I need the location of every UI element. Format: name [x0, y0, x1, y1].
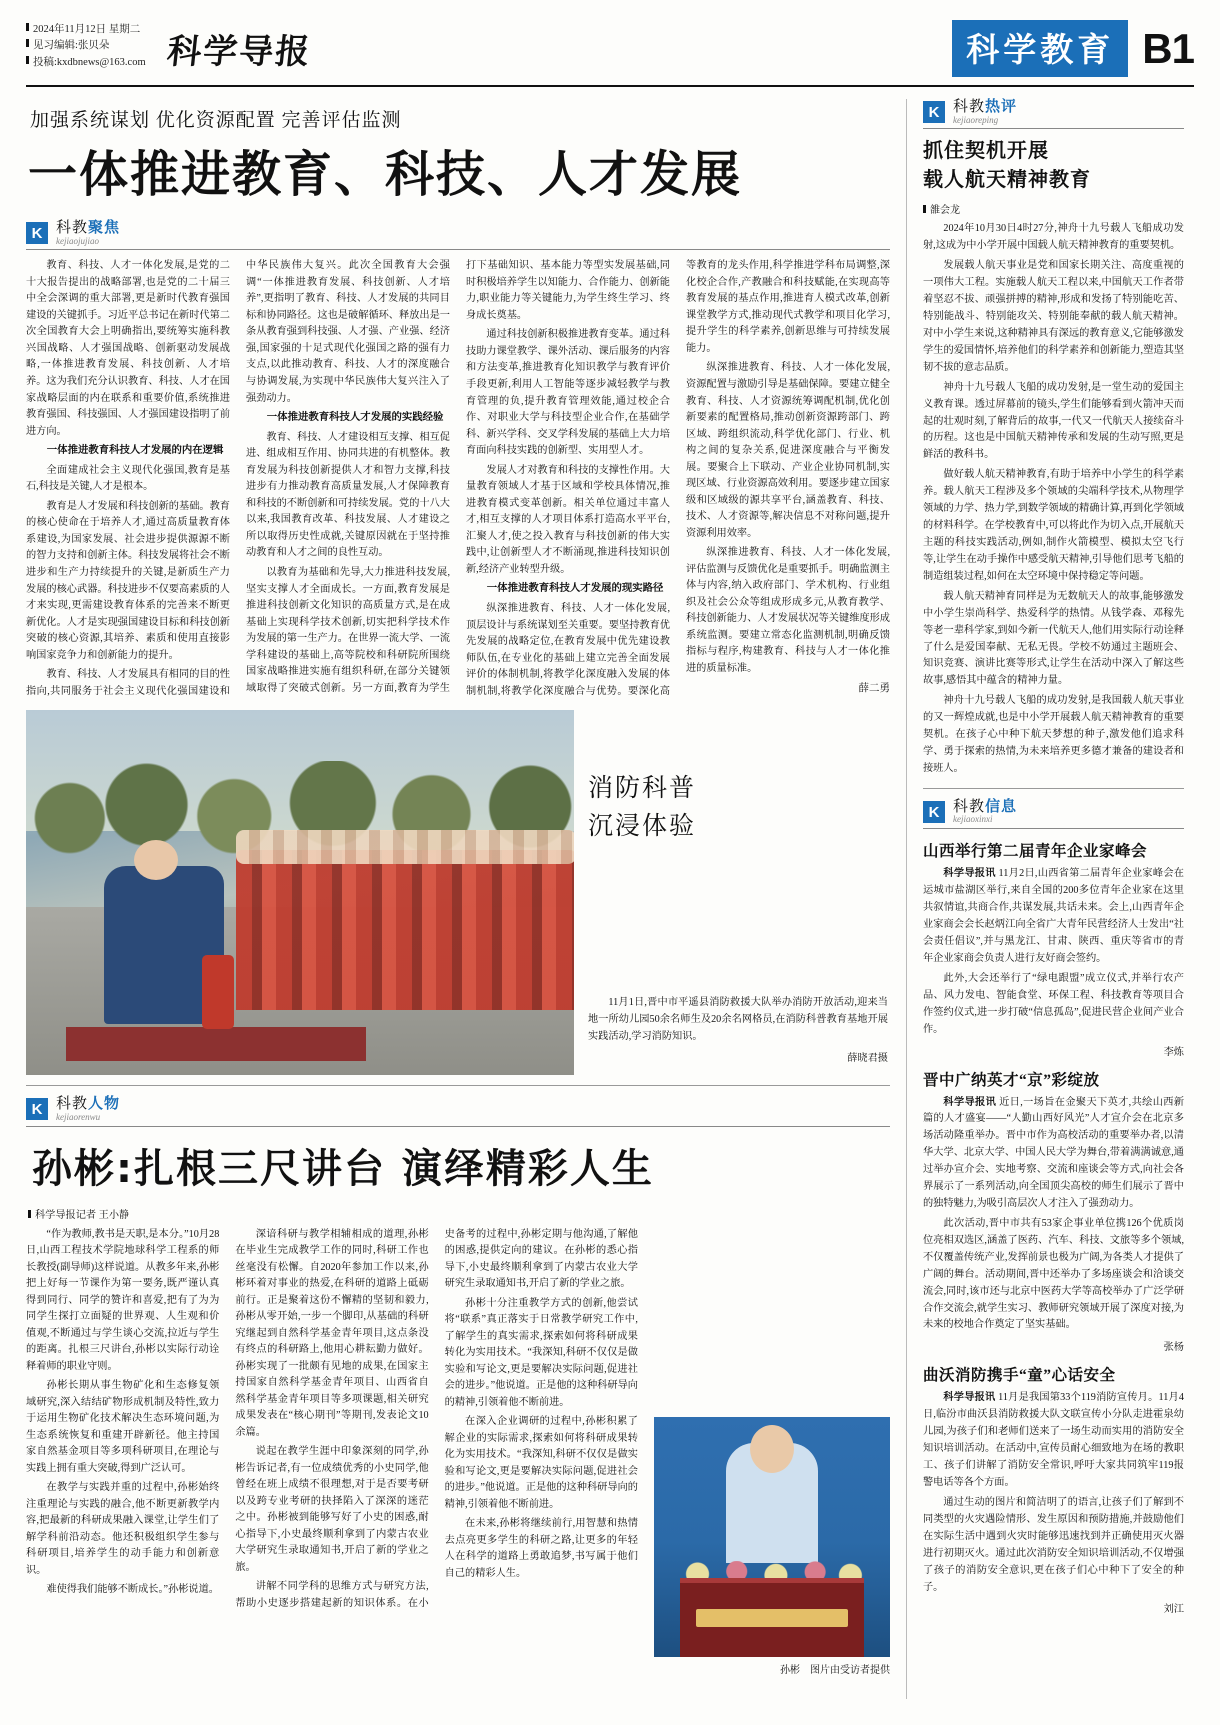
bullet-bar [26, 39, 29, 47]
issue-date: 2024年11月12日 星期二 [33, 24, 141, 35]
k-logo-icon: K [923, 101, 945, 123]
news-body: 此外,大会还举行了“绿电跟盟”成立仪式,并举行农产品、风力发电、智能食堂、环保工程、科技教育等项目合作签约仪式,进一步打破“信息孤岛”,促进民营企业间产业合作。 [923, 972, 1184, 1035]
news-body: 科学导报讯 11月2日,山西省第二届青年企业家峰会在运城市盐湖区举行,来自全国的200多位青年企业家在这里共叙情谊,共商合作,共谋发展,共话未来。会上,山西青年企业家商会会长赵炳江向全省广大青年民营经济人士发出“社会责任倡议”,并与黑龙江、甘肃、陕西、重庆等省市的青年企业家商会负责人进行友好商会签约。 [923, 868, 1184, 964]
column-label-pinyin: kejiaoreping [953, 114, 999, 125]
news-body: 科学导报讯 11月是我国第33个119消防宣传月。11月4日,临汾市曲沃县消防救援大队文联宣传小分队走进霍泉幼儿园,为孩子们和老师们送来了一场生动而实用的消防安全知识培训活动。在活动中,宣传员耐心细致地为在场的教职工、孩子们讲解了消防安全常识,呼吁大家共同筑牢119报警电话等各个方面。 [923, 1392, 1184, 1489]
photo-children-group [236, 850, 574, 1010]
feature-photo-note: 图片由受访者提供 [810, 1664, 890, 1676]
news-headline: 曲沃消防携手“童”心话安全 [923, 1367, 1116, 1385]
photo-credit: 薛晓君摄 [847, 1052, 888, 1064]
commentary-byline: 雒会龙 [923, 201, 1184, 216]
paragraph: 难使得我们能够不断成长。”孙彬说道。 [46, 1584, 219, 1596]
paragraph: 孙彬十分注重教学方式的创新,他尝试将“联系”真正落实于日常教学研究工作中,了解学生的真实需求,探索如何将科研成果转化为实用技术。“我深知,科研不仅仅是做实验和写论文,更是要解决实际问题,促进社会的进步。”他说道。正是他的这种科研导向的精神,引领着他不断前进。 [444, 1297, 638, 1408]
feature-body-grid [26, 1227, 890, 1676]
column-label-text: 科教热评 [953, 99, 1018, 115]
feature-portrait-photo [654, 1417, 890, 1657]
paragraph: 神舟十九号载人飞船的成功发射,是我国载人航天事业的又一辉煌成就,也是中小学开展载人航天精神教育的重要契机。在孩子心中种下航天梦想的种子,激发他们追求科学、勇于探索的热情,为未来培养更多德才兼备的建设者和接班人。 [923, 695, 1184, 774]
commentary-headline [923, 137, 1184, 195]
paragraph: 深谙科研与教学相辅相成的道理,孙彬在毕业生完成教学工作的同时,科研工作也丝毫没有松懈。自2020年参加工作以来,孙彬环着对事业的热爱,在科研的道路上砥砺前行。正是聚着这份不懈精的坚韧和毅力,孙彬从零开始,一步一个脚印,从基础的科研究继起到自然科学基金青年项目,这点条没有终点的科研路上,他用心耕耘勤力做好。孙彬实现了一批颇有见地的成果,在国家主持国家自然科学基金青年项目、山西省自然科学基金青年项目等多项课题,相关研究成果发表在“核心期刊”等期刊,发表论文10余篇。 [235, 1228, 429, 1438]
paper-name: 科学导报 [164, 34, 313, 71]
page-body [26, 99, 1194, 1699]
bullet-bar [923, 205, 926, 213]
lead-article-body [26, 258, 890, 700]
photo-title-line1: 消防科普 [588, 775, 697, 803]
news-signature: 刘江 [1163, 1604, 1184, 1616]
news-item [923, 1068, 1184, 1354]
lead-headline: 一体推进教育、科技、人才发展 [28, 146, 743, 203]
paragraph: 载人航天精神育同样是为无数航天人的故事,能够激发中小学生崇尚科学、热爱科学的热情。从钱学森、邓稼先等老一辈科学家,到如今新一代航天人,他们用实际行动诠释了什么是爱国奉献、无私无畏。学校不妨通过主题班会、知识竞赛、演讲比赛等形式,让学生在活动中深入了解这些故事,感悟其中蕴含的精神力量。 [923, 590, 1184, 687]
photo-speaker-head [750, 1425, 794, 1473]
commentary-headline-line2: 载人航天精神教育 [923, 169, 1091, 192]
paragraph: 以教育为基础和先导,大力推进科技发展,坚实支撑人才全面成长。一方面,教育发展是推进科技创新文化知识的高质量方式,是在成基础上实现科学技术创新,切实把科学技术作为发展的第一生产力。在世界一流大学、一流学科建设的基础上,高等院校和科研院所围绕国家战略推进实施有组织科研,在部分关键领域取得了突破式创新。另一方面,教育为学生打下基础知识、基本能力等型实发展基础,同时积极培养学生以知能力、合作能力、创新能力,职业能力等关键能力,为学生终生学习、终身成长奠基。 [246, 260, 670, 694]
page-number: B1 [1142, 24, 1194, 72]
lead-kicker: 加强系统谋划 优化资源配置 完善评估监测 [30, 110, 402, 131]
paragraph: 说起在教学生涯中印象深刻的同学,孙彬告诉记者,有一位成绩优秀的小史同学,他曾经在班上成绩不很理想,对于是否要考研以及跨专业考研的抉择陷入了深深的迷茫之中。孙彬被到能够写好了小史的困惑,耐心指导下,小史最终顺利拿到了内蒙古农业大学研究生录取通知书,开启了新的学业之旅。 [235, 1446, 429, 1573]
paragraph: 孙彬长期从事生物矿化和生态修复领域研究,深入结结矿物形成机制及特性,致力于运用生物矿化技术解决生态环境问题,为生态系统恢复和重建开辟新径。他主持国家自然基金项目等多项科研项目,在理论与实践上拥有重大突破,得到广泛认可。 [26, 1380, 220, 1474]
photo-red-mat [66, 1027, 366, 1061]
photo-feature [26, 710, 890, 1075]
feature-article-body [26, 1227, 638, 1676]
news-dateline: 科学导报讯 [943, 1096, 997, 1108]
k-logo-icon: K [923, 801, 945, 823]
photo-podium [680, 1578, 864, 1657]
commentary-headline-line1: 抓住契机开展 [923, 140, 1049, 163]
paragraph: 教育、科技、人才建设相互支撑、相互促进、组成相互作用、协同共进的有机整体。教育发展为科技创新提供人才和智力支撑,科技进步有力推动教育高质量发展,人才保障教育和科技的不断创新和可持续发展。党的十八大以来,我国教育改革、科技发展、人才建设之所以取得历史性成就,关键原因就在于坚持推动教育和人才之间的良性互动。 [246, 431, 450, 559]
photo-children-heads [236, 830, 574, 864]
column-label-text: 科教信息 [953, 798, 1018, 815]
masthead-right [952, 18, 1194, 77]
feature-photo-name: 孙彬 [780, 1664, 800, 1676]
paragraph: 神舟十九号载人飞船的成功发射,是一堂生动的爱国主义教育课。透过屏幕前的镜头,学生们能够看到火箭冲天而起的壮观时刻,了解背后的故事,一代又一代航天人接续奋斗的历程。这也是中国航天精神传承和发展的生动写照,更是鲜活的教科书。 [923, 381, 1184, 461]
column-label-renwu [26, 1096, 890, 1126]
left-column [26, 99, 906, 1699]
paragraph: 在未来,孙彬将继续前行,用智慧和热情去点亮更多学生的科研之路,让更多的年轻人在科学的道路上勇敢追梦,书写属于他们自己的精彩人生。 [444, 1518, 638, 1579]
fire-safety-photo [26, 710, 574, 1075]
masthead-left [26, 18, 312, 73]
subheading: 一体推进教育科技人才发展的内在逻辑 [46, 445, 224, 457]
column-label-pinyin: kejiaojujiao [56, 235, 99, 246]
paragraph: 教育、科技、人才一体化发展,是党的二十大报告提出的战略部署,也是党的二十届三中全会深调的重大部署,更是新时代教育强国建设的关键抓手。习近平总书记在新时代第二次全国教育大会上明确指出,要统筹实施科教兴国战略、人才强国战略、创新驱动发展战略,一体推进教育发展、科技创新、人才培养。这为我们充分认识教育、科技、人才在国家战略层面的内在联系和重要价值,系统推进教育强国、科技强国、人才强国建设指明了前进方向。 [26, 260, 230, 437]
column-label-xinxi [923, 799, 1184, 829]
paragraph: 教育、科技、人才发展具有相同的目的性指向,共同服务于社会主义现代化强国建设和中华民族伟大复兴。此次全国教育大会强调“一体推进教育发展、科技创新、人才培养”,更指明了教育、科技、人才发展的共同目标和协同路径。这也是破解循环、释放出是一条从教育强到科技强、人才强、产业强、经济强,国家强的十足式现代化强国之路的强有力支点,以此推动教育、科技、人才的深度融合与协调发展,为实现中华民族伟大复兴注入了强劲动力。 [26, 260, 450, 697]
section-divider [26, 1085, 890, 1086]
paragraph: 纵深推进教育、科技、人才一体化发展,顶层设计与系统谋划至关重要。要坚持教育优先发展的战略定位,在教育发展中优先建设教师队伍,在专业化的基础上建立完善全面发展评价的体制机制,将教学化深度融入发展的体制机制,将教学化深度融合与优势。要深化高等教育的龙头作用,科学推进学科布局调整,深化校企合作,产教融合和科技赋能,在实现高等教育发展的基点作用,推进育人模式改革,创新课堂教学方式,推动现代式教学和项目化学习,提升学生的科学素养,创新思维与可持续发展能力。 [466, 260, 890, 697]
news-item [923, 1363, 1184, 1615]
news-dateline: 科学导报讯 [943, 868, 996, 880]
paragraph: 做好载人航天精神教育,有助于培养中小学生的科学素养。载人航天工程涉及多个领域的尖端科学技术,从物理学领域的力学、热力学,到数学领域的精确计算,再到化学领域的材料科学。在学校教育中,可以将此作为切入点,开展航天主题的科技实践活动,例如,制作火箭模型、模拟太空飞行等,让学生在动手操作中感受航天精神,引导他们思考飞船的制造组装过程,如何在太空环境中保持稳定等问题。 [923, 469, 1184, 582]
column-label-pinyin: kejiaorenwu [56, 1111, 101, 1122]
feature-headline: 孙彬:扎根三尺讲台 演绎精彩人生 [32, 1145, 654, 1192]
news-item [923, 839, 1184, 1057]
bullet-bar [26, 56, 29, 64]
paragraph: 全面建成社会主义现代化强国,教育是基石,科技是关键,人才是根本。 [26, 464, 230, 493]
news-signature: 张杨 [1163, 1342, 1184, 1354]
column-label-text: 科教聚焦 [56, 220, 121, 236]
paragraph: 在教学与实践并重的过程中,孙彬始终注重理论与实践的融合,他不断更新教学内容,把最新的科研成果融入课堂,让学生们了解学科前沿动态。他还积极组织学生参与科研项目,培养学生的动手能力和创新意识。 [26, 1482, 220, 1576]
feature-photo-credit [654, 1661, 890, 1676]
news-dateline: 科学导报讯 [943, 1392, 996, 1404]
bullet-bar [28, 1210, 31, 1218]
paragraph: 纵深推进教育、科技、人才一体化发展,评估监测与反馈优化是重要抓手。明确监测主体与内容,纳入政府部门、学术机构、行业组织及社会公众等组成形成多元,从教育教学、科技创新能力、人才发展状况等关键维度形成系统监测。要建立常态化监测机制,明确反馈指标与程序,构建教育、科技与人才一体化推进的质量标准。 [686, 547, 890, 674]
column-label-reping [923, 99, 1184, 129]
masthead [26, 18, 1194, 87]
section-badge: 科学教育 [952, 20, 1128, 77]
photo-title [588, 770, 888, 845]
paragraph: 讲解不同学科的思维方式与研究方法,帮助小史逐步搭建起新的知识体系。在小史备考的过程中,孙彬定期与他沟通,了解他的困惑,提供定向的建议。在孙彬的悉心指导下,小史最终顺利拿到了内蒙古农业大学研究生录取通知书,开启了新的学业之旅。 [235, 1228, 638, 1609]
issue-info [26, 18, 146, 71]
issue-editor: 见习编辑:张贝朵 [33, 40, 110, 52]
section-divider [923, 788, 1184, 789]
news-headline: 山西举行第二届青年企业家峰会 [923, 843, 1148, 861]
bullet-bar [26, 23, 29, 31]
k-logo-icon: K [26, 1098, 48, 1120]
news-body: 此次活动,晋中市共有53家企事业单位携126个优质岗位亮相双选区,涵盖了医药、汽车、科技、文旅等多个领域,不仅覆盖传统产业,发挥前景也极为广阔,为各类人才提供了广阔的舞台。活动期间,晋中还举办了多场座谈会和洽谈交流会,同时,该市还与北京中医药大学等高校举办了广泛学研合作交流会,就学生实习、教师研究领域开展了深度对接,为未来的校地合作奠定了坚实基础。 [923, 1217, 1184, 1331]
column-label-pinyin: kejiaoxinxi [953, 814, 993, 825]
paragraph: 发展人才对教育和科技的支撑性作用。大量教育领域人才基于区域和学校具体情况,推进教育模式变革创新。相关单位通过丰富人才,相互支撑的人才项目体系打造高水平平台,汇聚人才,使之投入教育与科技创新的伟大实践中,让创新型人才不断涌现,推进科技知识创新,经济产业转型升级。 [466, 464, 670, 575]
commentary-body [923, 221, 1184, 778]
right-column [906, 99, 1184, 1699]
news-headline: 晋中广纳英才“京”彩绽放 [923, 1071, 1100, 1089]
photo-fire-extinguisher [202, 955, 234, 1029]
k-logo-icon: K [26, 222, 48, 244]
lead-byline: 薛二勇 [858, 683, 890, 695]
paragraph: 纵深推进教育、科技、人才一体化发展,资源配置与激励引导是基础保障。要建立健全教育、科技、人才资源统筹调配机制,优化创新要素的配置格局,推动创新资源跨部门、跨区域、跨组织流动,科学优化部门、行业、机构之间的复杂关系,促进深度融合与平衡发展。要聚合上下联动、产业企业协同机制,实现区域、行业资源高效利用。要逐步建立国家级和区域级的源共享平台,涵盖教育、科技、技术、人才资源等,解决信息不对称问题,提升资源利用效率。 [686, 362, 890, 539]
feature-photo-column [654, 1227, 890, 1676]
news-signature: 李炼 [1163, 1046, 1184, 1058]
issue-mail: 投稿:kxdbnews@163.com [33, 56, 146, 68]
subheading: 一体推进教育科技人才发展的实践经验 [266, 412, 444, 424]
paragraph: “作为教师,教书是天职,是本分。”10月28日,山西工程技术学院地球科学工程系的师长教授(副导师)这样说道。从教多年来,孙彬把上好每一节课作为第一要务,既严谨认真得到同行、同学的赞许和喜爱,把有了为为同学生探打立面疑的世界观、人生观和价值观,不断通过与学生谈心交流,拉近与学生的距离。扎根三尺讲台,孙彬以实际行动诠释着师的职业守则。 [26, 1228, 220, 1372]
feature-byline: 科学导报记者 王小静 [28, 1206, 890, 1221]
paragraph: 发展载人航天事业是党和国家长期关注、高度重视的一项伟大工程。实施载人航天工程以来,中国航天工作者带着坚忍不拔、顽强拼搏的精神,形成和发扬了特别能吃苦、特别能战斗、特别能攻关、特别能奉献的载人航天精神。对中小学生来说,这种精神具有深远的教育意义,它能够激发学生的爱国情怀,培养他们的科学素养和创新能力,塑造其坚韧不拔的意志品质。 [923, 260, 1184, 373]
photo-caption-column [588, 710, 888, 1075]
paragraph: 教育是人才发展和科技创新的基础。教育的核心使命在于培养人才,通过高质量教育体系建设,为国家发展、社会进步提供源源不断的智力支持和创新主体。科技发展将社会不断进步和生产力持续提升的关键,是新质生产力发展的核心武器。科技进步不仅要高素质的人才来实现,更需建设教育体系的完善来不断更新优化。人才是实现强国建设目标和科技创新突破的核心资源,其培养、素质和使用直接影响国家竞争力和创新能力的提升。 [26, 500, 230, 661]
photo-caption: 11月1日,晋中市平遥县消防救援大队举办消防开放活动,迎来当地一所幼儿园50余名师生及20余名网格员,在消防科普教育基地开展实践活动,学习消防知识。 [588, 997, 888, 1042]
news-body: 通过生动的图片和简洁明了的语言,让孩子们了解到不同类型的火灾遇险情形、发生原因和预防措施,并鼓励他们在实际生活中遇到火灾时能够迅速找到并正确使用灭火器进行初期灭火。通过此次消防安全知识培训活动,不仅增强了孩子的消防安全意识,更在孩子们心中种下了安全的种子。 [923, 1496, 1184, 1593]
subheading: 一体推进教育科技人才发展的现实路径 [486, 583, 664, 595]
paragraph: 在深入企业调研的过程中,孙彬积累了解企业的实际需求,探索如何将科研成果转化为实用技术。“我深知,科研不仅仅是做实验和写论文,更是要解决实际问题,促进社会的进步。”他说道。正是他的这种科研导向的精神,引领着他不断前进。 [444, 1416, 638, 1510]
paragraph: 2024年10月30日4时27分,神舟十九号载人飞船成功发射,这成为中小学开展中国载人航天精神教育的重要契机。 [923, 223, 1184, 252]
paragraph: 通过科技创新积极推进教育变革。通过科技助力课堂教学、课外活动、课后服务的内容和方法变革,推进教育化知识教学与教育评价手段更新,利用人工智能等逐步减轻教学与教育管理的负,提升教育管理效能,通过校企合作、对职业大学与科技型企业合作,在基础学科、新兴学科、交叉学科发展的基础上大力培育面向科技实践的创新型、实用型人才。 [466, 329, 670, 457]
photo-title-line2: 沉浸体验 [588, 812, 697, 840]
column-label-jujiao [26, 220, 890, 250]
news-body: 科学导报讯 近日,一场旨在金聚天下英才,共绘山西新篇的人才盛宴——“人勤山西好风光”人才宣介会在北京多场活动隆重举办。晋中市作为高校活动的重要举办者,以清华大学、北京大学、中国人民大学为舞台,带着满满诚意,通过举办宣介会、实地考察、交流和座谈会等方式,向社会各界展示了一系列活动,向全国顶尖高校的师生们展示了晋中的独特魅力,为吸引高层次人才注入了强劲动力。 [923, 1096, 1185, 1210]
column-label-text: 科教人物 [56, 1096, 121, 1113]
